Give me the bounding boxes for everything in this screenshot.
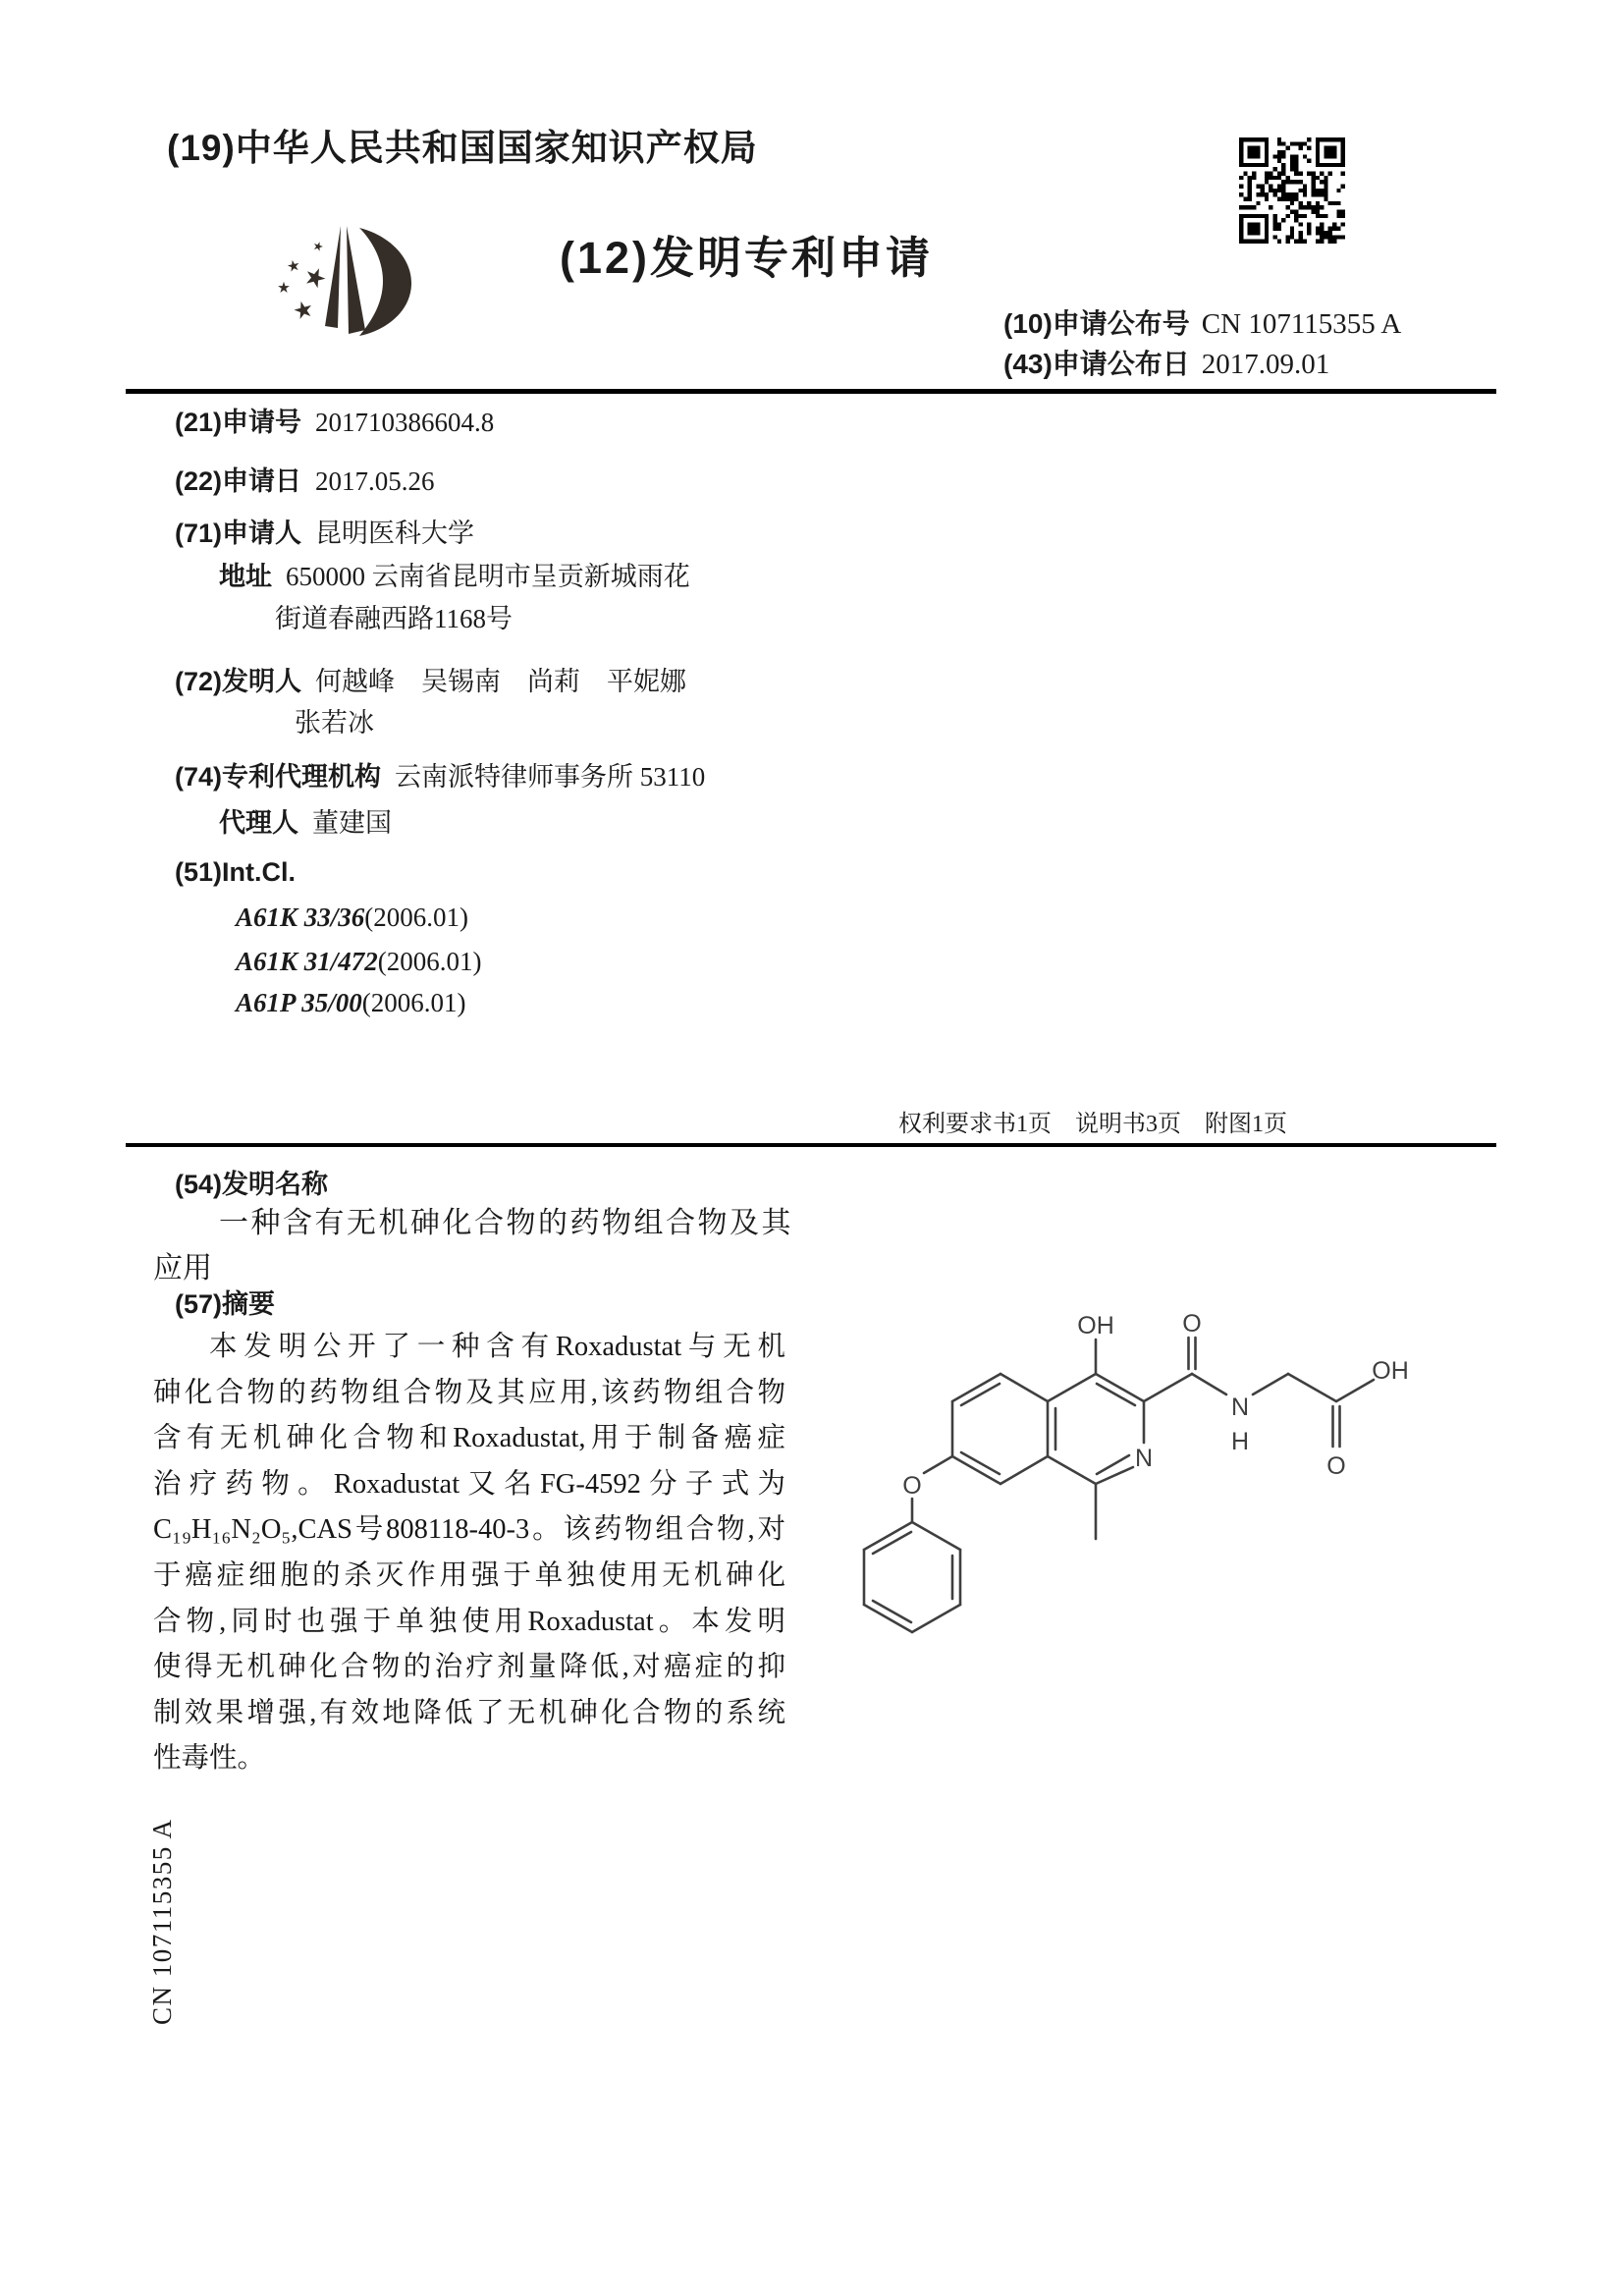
atom-label-o-ether: O xyxy=(902,1472,922,1500)
abstract-line: 本发明公开了一种含有Roxadustat与无机 xyxy=(209,1332,785,1362)
intcl-version: (2006.01) xyxy=(364,902,469,932)
abstract-label: (57)摘要 xyxy=(175,1289,276,1319)
abstract-line: 含有无机砷化合物和Roxadustat,用于制备癌症 xyxy=(153,1423,785,1454)
atom-label-n-ring: N xyxy=(1134,1445,1154,1472)
abstract-line: 制效果增强,有效地降低了无机砷化合物的系统 xyxy=(153,1697,785,1728)
atom-label-oh-acid: OH xyxy=(1372,1357,1409,1385)
address-row2 xyxy=(275,597,513,635)
application-number-value: 201710386604.8 xyxy=(315,408,495,437)
agency-label: (74)专利代理机构 xyxy=(175,762,382,792)
filing-date-label: (22)申请日 xyxy=(175,466,302,496)
intcl-code: A61P 35/00 xyxy=(236,988,362,1017)
abstract-line: C₁₉H₁₆N₂O₅,CAS号808118-40-3。该药物组合物,对 xyxy=(153,1514,785,1546)
address-label: 地址 xyxy=(219,562,272,591)
publication-date-label: (43)申请公布日 xyxy=(1003,349,1190,379)
agency-value: 云南派特律师事务所 53110 xyxy=(395,762,706,792)
atom-label-o-acid: O xyxy=(1326,1452,1346,1480)
applicant-label: (71)申请人 xyxy=(175,519,302,548)
abstract-line: 性毒性。 xyxy=(153,1743,266,1775)
agent-label: 代理人 xyxy=(219,808,298,838)
publication-date-line xyxy=(1003,343,1329,382)
intcl-code-row xyxy=(236,902,468,933)
invention-title-label: (54)发明名称 xyxy=(175,1170,329,1199)
filing-date-value: 2017.05.26 xyxy=(315,466,435,496)
abstract-line: 治疗药物。Roxadustat又名FG-4592分子式为 xyxy=(153,1468,785,1500)
abstract-line: 合物,同时也强于单独使用Roxadustat。本发明 xyxy=(153,1606,785,1637)
intcl-version: (2006.01) xyxy=(377,947,482,976)
chemical-structure-drawing xyxy=(829,1267,1496,1719)
agency-row xyxy=(175,755,705,793)
intcl-label: (51)Int.Cl. xyxy=(175,857,297,887)
abstract-line: 使得无机砷化合物的治疗剂量降低,对癌症的抑 xyxy=(153,1652,785,1683)
atom-label-n-amide: N xyxy=(1230,1394,1250,1421)
document-kind-title: (12)发明专利申请 xyxy=(560,233,934,283)
intcl-row xyxy=(175,857,296,888)
atom-label-oh-top: OH xyxy=(1077,1312,1114,1339)
invention-title-line2: 应用 xyxy=(153,1252,212,1285)
publication-date-value: 2017.09.01 xyxy=(1201,349,1330,380)
applicant-row xyxy=(175,512,474,550)
address-line2: 街道春融西路1168号 xyxy=(275,604,513,633)
intcl-code-row xyxy=(236,988,466,1018)
address-row xyxy=(219,555,690,593)
cnipa-logo-icon xyxy=(273,220,422,348)
intcl-version: (2006.01) xyxy=(361,988,466,1017)
issuing-office: (19)中华人民共和国国家知识产权局 xyxy=(167,128,758,168)
abstract-text xyxy=(153,1325,785,1782)
abstract-line: 砷化合物的药物组合物及其应用,该药物组合物 xyxy=(153,1377,785,1408)
intcl-code: A61K 33/36 xyxy=(236,902,365,932)
intcl-code: A61K 31/472 xyxy=(236,947,378,976)
pages-summary: 权利要求书1页 说明书3页 附图1页 xyxy=(898,1112,1287,1137)
address-line1: 650000 云南省昆明市呈贡新城雨花 xyxy=(286,562,690,591)
atom-label-h-amide: H xyxy=(1230,1428,1250,1455)
filing-date-row xyxy=(175,460,435,498)
mid-divider-rule xyxy=(126,1143,1496,1147)
agent-value: 董建国 xyxy=(312,808,392,838)
intcl-code-row xyxy=(236,947,482,977)
invention-title-line1: 一种含有无机砷化合物的药物组合物及其 xyxy=(219,1207,793,1239)
applicant-value: 昆明医科大学 xyxy=(315,519,475,548)
inventors-row xyxy=(175,660,686,698)
side-publication-number: CN 107115355 A xyxy=(147,1818,177,2025)
inventors-line1: 何越峰 吴锡南 尚莉 平妮娜 xyxy=(315,667,687,696)
agent-row xyxy=(219,801,392,840)
publication-number-line xyxy=(1003,302,1401,342)
abstract-line: 于癌症细胞的杀灭作用强于单独使用无机砷化 xyxy=(153,1559,785,1591)
inventors-row2 xyxy=(295,701,374,739)
qr-code xyxy=(1239,137,1345,244)
publication-number-label: (10)申请公布号 xyxy=(1003,308,1190,339)
inventors-label: (72)发明人 xyxy=(175,667,302,696)
header-divider-rule xyxy=(126,389,1496,394)
inventors-line2: 张若冰 xyxy=(295,708,374,738)
application-number-label: (21)申请号 xyxy=(175,408,302,437)
application-number-row xyxy=(175,401,494,439)
publication-number-value: CN 107115355 A xyxy=(1201,308,1402,340)
atom-label-o-amide: O xyxy=(1182,1310,1202,1338)
